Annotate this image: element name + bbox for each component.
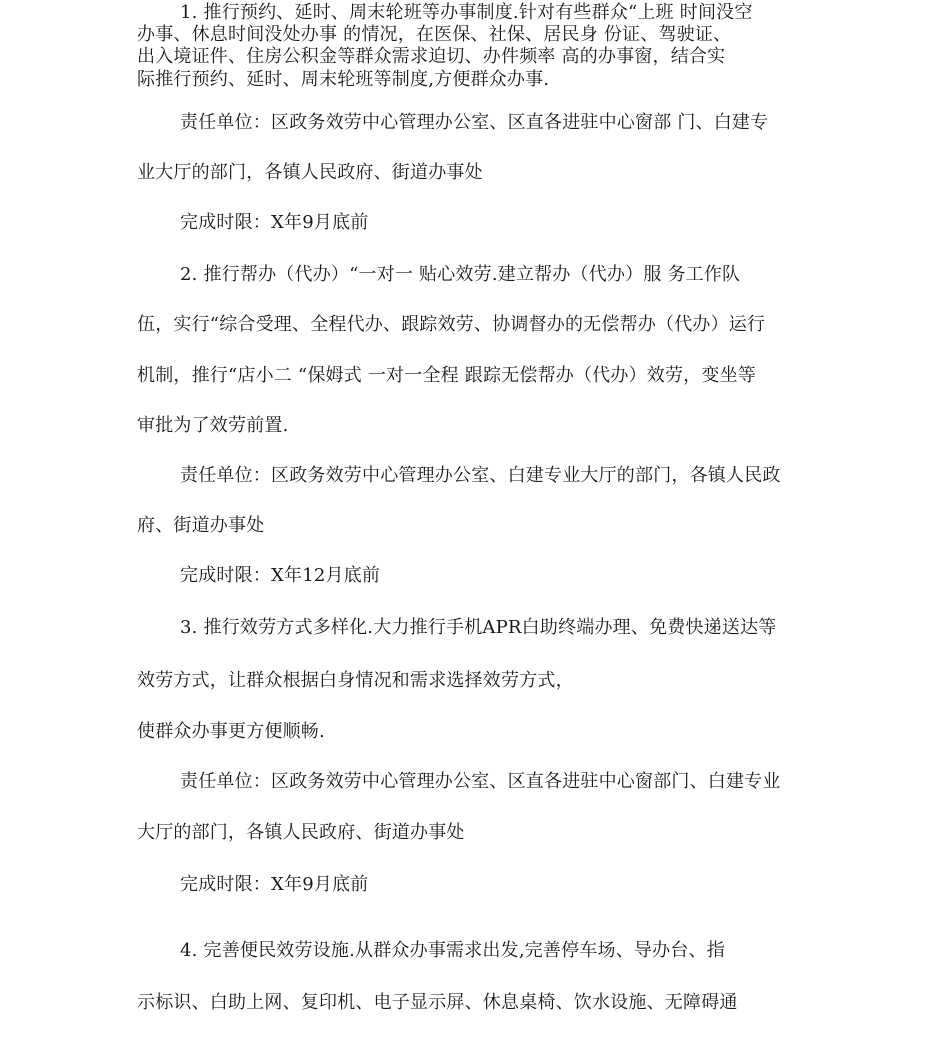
item2-deadline: 完成时限：X年12月底前 <box>180 565 381 586</box>
item3-responsible-line-2: 大厅的部门，各镇人民政府、街道办事处 <box>137 822 465 843</box>
item1-line-2: 办事、休息时间没处办事 的情况，在医保、社保、居民身 份证、驾驶证、 <box>137 24 732 45</box>
item3-responsible-line-1: 责任单位：区政务效劳中心管理办公室、区直各进驻中心窗部门、白建专业 <box>180 771 781 792</box>
item1-responsible-line-2: 业大厅的部门，各镇人民政府、街道办事处 <box>137 162 483 183</box>
item3-line-2: 效劳方式，让群众根据白身情况和需求选择效劳方式， <box>137 670 574 691</box>
item2-line-2: 伍，实行“综合受理、全程代办、跟踪效劳、协调督办的无偿帮办（代办）运行 <box>137 314 766 335</box>
item2-line-4: 审批为了效劳前置. <box>137 415 289 436</box>
item1-deadline: 完成时限：X年9月底前 <box>180 212 369 233</box>
item1-line-1: 1. 推行预约、延时、周末轮班等办事制度.针对有些群众“上班 时间没空 <box>180 2 753 23</box>
item1-line-4: 际推行预约、延时、周末轮班等制度,方便群众办事. <box>137 69 550 90</box>
item2-responsible-line-1: 责任单位：区政务效劳中心管理办公室、白建专业大厅的部门，各镇人民政 <box>180 465 781 486</box>
item1-responsible-line-1: 责任单位：区政务效劳中心管理办公室、区直各进驻中心窗部 门、白建专 <box>180 112 769 133</box>
item4-line-1: 4. 完善便民效劳设施.从群众办事需求出发,完善停车场、导办台、指 <box>180 940 725 961</box>
item4-line-2: 示标识、白助上网、复印机、电子显示屏、休息桌椅、饮水设施、无障碍通 <box>137 992 738 1013</box>
item3-deadline: 完成时限：X年9月底前 <box>180 874 369 895</box>
item2-line-1: 2. 推行帮办（代办）“一对一 贴心效劳.建立帮办（代办）服 务工作队 <box>180 264 741 285</box>
item1-line-3: 出入境证件、住房公积金等群众需求迫切、办件频率 高的办事窗，结合实 <box>137 46 726 67</box>
item3-line-1: 3. 推行效劳方式多样化.大力推行手机APR白助终端办理、免费快递送达等 <box>180 617 777 638</box>
item3-line-3: 使群众办事更方便顺畅. <box>137 721 325 742</box>
item2-responsible-line-2: 府、街道办事处 <box>137 515 265 536</box>
item2-line-3: 机制，推行“店小二 “保姆式 一对一全程 跟踪无偿帮办（代办）效劳，变坐等 <box>137 365 756 386</box>
